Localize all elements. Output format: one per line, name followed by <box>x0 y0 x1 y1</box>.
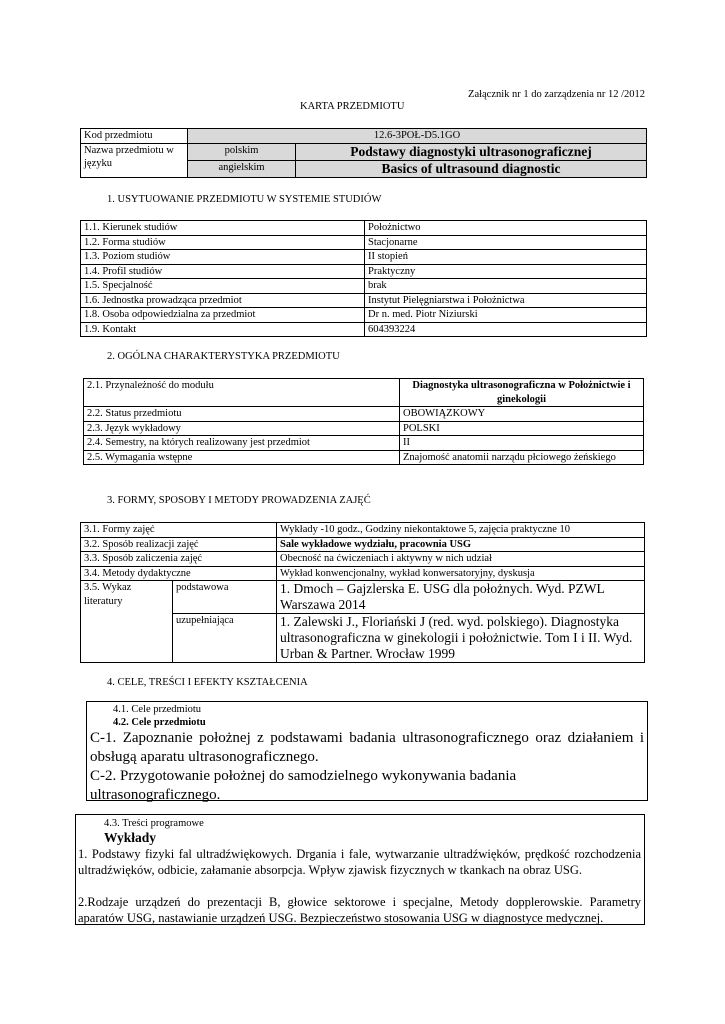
row-value: Instytut Pielęgniarstwa i Położnictwa <box>365 293 647 308</box>
status-label: 2.2. Status przedmiotu <box>84 407 400 422</box>
row-value: Dr n. med. Piotr Niziurski <box>365 308 647 323</box>
table-row <box>81 293 647 308</box>
code-value: 12.6-3POŁ-D5.1GO <box>188 129 647 144</box>
semesters-label: 2.4. Semestry, na których realizowany jest przedmiot <box>84 436 400 451</box>
goals-box <box>86 701 648 801</box>
goal-1: C-1. Zapoznanie położnej z podstawami badania ultrasonograficznego oraz działaniem i obsługą aparatu ultrasonograficznego. <box>90 730 644 765</box>
forms-label: 3.1. Formy zajęć <box>81 523 277 538</box>
table-row <box>81 279 647 294</box>
section2-heading: 2. OGÓLNA CHARAKTERYSTYKA PRZEDMIOTU <box>107 351 340 362</box>
language-label: 2.3. Język wykładowy <box>84 421 400 436</box>
row-value: Stacjonarne <box>365 235 647 250</box>
attachment-note: Załącznik nr 1 do zarządzenia nr 12 /2012 <box>468 89 645 100</box>
code-label: Kod przedmiotu <box>81 129 188 144</box>
status-value: OBOWIĄZKOWY <box>400 407 644 422</box>
table-row <box>81 235 647 250</box>
section4-heading: 4. CELE, TREŚCI I EFEKTY KSZTAŁCENIA <box>107 677 308 688</box>
section1-table <box>80 220 647 337</box>
lecture-1: 1. Podstawy fizyki fal ultradźwiękowych. Drgania i fale, wytwarzanie ultradźwięków, prędkość rozchodzenia ultradźwięków, odbicie, załamanie absorpcja. Wpływ zjawisk fizycznych w tkankach na obraz USG. <box>78 847 641 877</box>
section1-heading: 1. USYTUOWANIE PRZEDMIOTU W SYSTEMIE STUDIÓW <box>107 194 382 205</box>
goals-box-label: 4.1. Cele przedmiotu <box>113 704 202 715</box>
row-label: 1.2. Forma studiów <box>81 235 365 250</box>
row-value: 604393224 <box>365 322 647 337</box>
name-pl: Podstawy diagnostyki ultrasonograficznej <box>296 143 647 160</box>
content-label: 4.3. Treści programowe <box>104 818 204 829</box>
table-row <box>81 322 647 337</box>
row-label: 1.4. Profil studiów <box>81 264 365 279</box>
basic-lit-value: 1. Dmoch – Gajzlerska E. USG dla położnych. Wyd. PZWL Warszawa 2014 <box>277 581 645 614</box>
table-row <box>81 250 647 265</box>
row-label: 1.9. Kontakt <box>81 322 365 337</box>
methods-value: Wykład konwencjonalny, wykład konwersatoryjny, dyskusja <box>277 566 645 581</box>
way-value: Sale wykładowe wydziału, pracownia USG <box>277 537 645 552</box>
semesters-value: II <box>400 436 644 451</box>
table-row <box>81 264 647 279</box>
name-en: Basics of ultrasound diagnostic <box>296 160 647 177</box>
lang-en-label: angielskim <box>188 160 296 177</box>
lang-pl-label: polskim <box>188 143 296 160</box>
forms-value: Wykłady -10 godz., Godziny niekontaktowe 5, zajęcia praktyczne 10 <box>277 523 645 538</box>
lectures-label: Wykłady <box>104 830 157 845</box>
row-label: 1.6. Jednostka prowadząca przedmiot <box>81 293 365 308</box>
extra-lit-label: uzupełniająca <box>173 614 277 663</box>
credit-label: 3.3. Sposób zaliczenia zajęć <box>81 552 277 567</box>
goal-2: C-2. Przygotowanie położnej do samodzielnego wykonywania badania ultrasonograficznego. <box>90 768 517 803</box>
page-title: KARTA PRZEDMIOTU <box>300 101 405 112</box>
row-value: brak <box>365 279 647 294</box>
module-label: 2.1. Przynależność do modułu <box>84 379 400 407</box>
extra-lit-value: 1. Zalewski J., Floriański J (red. wyd. polskiego). Diagnostyka ultrasonograficzna w ginekologii i położnictwie. Tom I i II. Wyd. Urban & Partner. Wrocław 1999 <box>277 614 645 663</box>
name-label: Nazwa przedmiotu w języku <box>81 143 188 177</box>
row-label: 1.8. Osoba odpowiedzialna za przedmiot <box>81 308 365 323</box>
section3-heading: 3. FORMY, SPOSOBY I METODY PROWADZENIA ZAJĘĆ <box>107 495 371 506</box>
row-value: II stopień <box>365 250 647 265</box>
row-value: Praktyczny <box>365 264 647 279</box>
methods-label: 3.4. Metody dydaktyczne <box>81 566 277 581</box>
lecture-2: 2.Rodzaje urządzeń do prezentacji B, głowice sektorowe i specjalne, Metody dopplerowskie. Parametry aparatów USG, nastawianie urządzeń USG. Bezpieczeństwo stosowania USG w diagnostyce medycznej. <box>78 895 641 925</box>
table-row <box>81 221 647 236</box>
basic-lit-label: podstawowa <box>173 581 277 614</box>
course-table <box>80 128 647 178</box>
row-label: 1.5. Specjalność <box>81 279 365 294</box>
content-box <box>75 814 645 925</box>
requirements-value: Znajomość anatomii narządu płciowego żeńskiego <box>400 450 644 465</box>
language-value: POLSKI <box>400 421 644 436</box>
section2-table <box>83 378 644 465</box>
credit-value: Obecność na ćwiczeniach i aktywny w nich udział <box>277 552 645 567</box>
row-label: 1.1. Kierunek studiów <box>81 221 365 236</box>
literature-label: 3.5. Wykaz literatury <box>81 581 173 663</box>
goals-label: 4.2. Cele przedmiotu <box>113 717 206 728</box>
row-label: 1.3. Poziom studiów <box>81 250 365 265</box>
table-row <box>81 308 647 323</box>
row-value: Położnictwo <box>365 221 647 236</box>
section3-table <box>80 522 645 663</box>
module-value: Diagnostyka ultrasonograficzna w Położnictwie i ginekologii <box>400 379 644 407</box>
requirements-label: 2.5. Wymagania wstępne <box>84 450 400 465</box>
way-label: 3.2. Sposób realizacji zajęć <box>81 537 277 552</box>
